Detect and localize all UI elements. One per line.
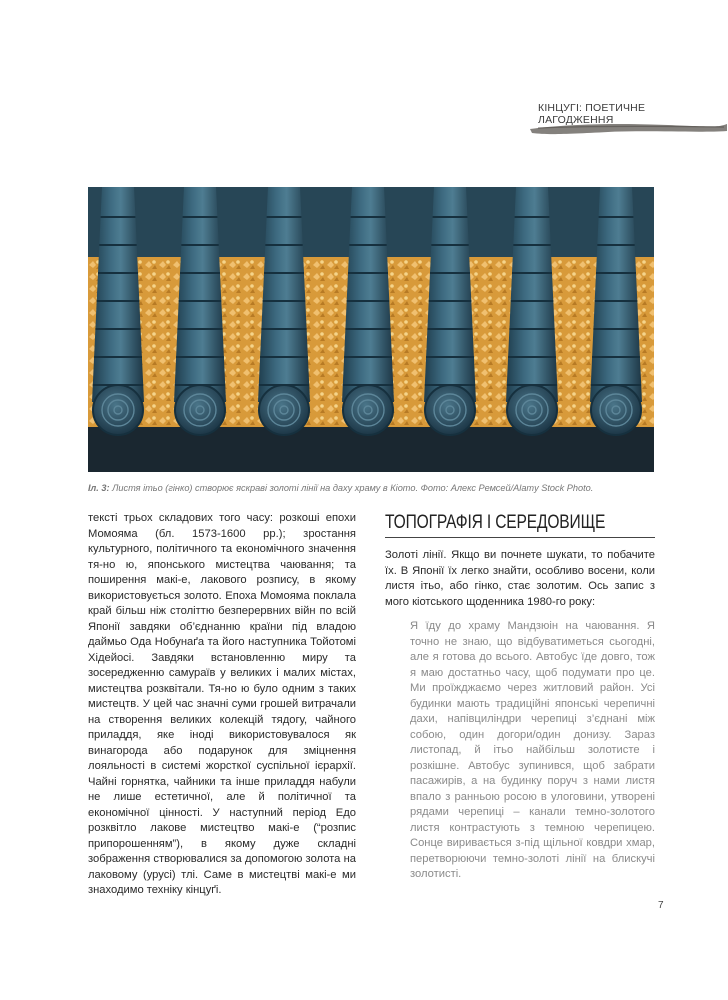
page-number: 7 [658, 900, 664, 911]
caption-label: Іл. 3: [88, 483, 110, 493]
body-text-left-column: тексті трьох складових того часу: розкоші епохи Момояма (бл. 1573-1600 рр.); зростання культурного, політичного та економічного значення тя-но ю, японського мистецтва чаювання; та поширення макі-е, лакового розпису, в якому використовується золото. Епоха Момояма поклала край більш ніж століттю безперервних війн по всій Японії завдяки об’єднанню країни під владою даймьо Ода Нобунаґа та його наступника Тойотомі Хідейосі. Завдяки встановленню миру та зосередженню самураїв у великих і малих містах, мистецтва розквітали. Тя-но ю було одним з таких мистецтв. У цей час значні суми грошей витрачали на створення великих колекцій тядогу, чайного приладдя, яке іноді використовувалося як винагорода або подарунок для зміцнення лояльності в системі жорсткої суспільної ієрархії. Чайні горнятка, чайники та інше приладдя набули не лише естетичної, але й політичної та економічної цінності. У наступний період Едо розквітло лакове мистецтво макі-е (“розпис припорошенням”), в якому дуже складні зображення створювалися за допомогою золота на лаковому (урусі) тлі. Саме в мистецтві макі-е ми знаходимо техніку кінцуґі. [88, 512, 356, 896]
running-header: КІНЦУГІ: ПОЕТИЧНЕ ЛАГОДЖЕННЯ [538, 102, 646, 126]
tile-end-cap [259, 385, 309, 435]
figure-caption [88, 483, 648, 493]
section-intro-paragraph: Золоті лінії. Якщо ви почнете шукати, то побачите їх. В Японії їх легко знайти, особливо восени, коли листя ітьо, або гінко, стає золотим. Ось запис з мого кіотського щоденника 1980-го року: [385, 549, 655, 608]
tile-end-cap [591, 385, 641, 435]
tile-end-cap [175, 385, 225, 435]
section-heading: ТОПОГРАФІЯ І СЕРЕДОВИЩЕ [385, 512, 606, 533]
caption-text: Листя ітьо (гінко) створює яскраві золоті лінії на даху храму в Кіото. Фото: Алекс Ремсей/Alamy Stock Photo. [109, 483, 594, 493]
brush-stroke-decoration [528, 115, 728, 139]
temple-roof-photo [88, 187, 654, 472]
diary-quote: Я їду до храму Мандзюін на чаювання. Я точно не знаю, що відбуватиметься сьогодні, але я готова до всього. Автобус їде довго, тож я маю достатньо часу, щоб подумати про це. Ми проїжджаємо через житловий район. Усі будинки мають традиційні японські черепичні дахи, напівциліндри черепиці з’єднані між собою, один догори/один донизу. Зараз листопад, й ітьо найбільш золотисте і розкішне. Автобус зупинився, щоб забрати пасажирів, а на будинку поруч з нами листя впало з ранньою росою в улоговини, утворені рядами черепиці – канали темно-золотого листя контрастують з темною черепицею. Сонце виривається з-під щільної ковдри хмар, перетворюючи темно-золоті лінії на блискучі золотисті. [410, 620, 655, 880]
tile-end-cap [507, 385, 557, 435]
tile-end-cap [93, 385, 143, 435]
heading-underline [385, 537, 655, 538]
tile-end-cap [343, 385, 393, 435]
tile-end-cap [425, 385, 475, 435]
